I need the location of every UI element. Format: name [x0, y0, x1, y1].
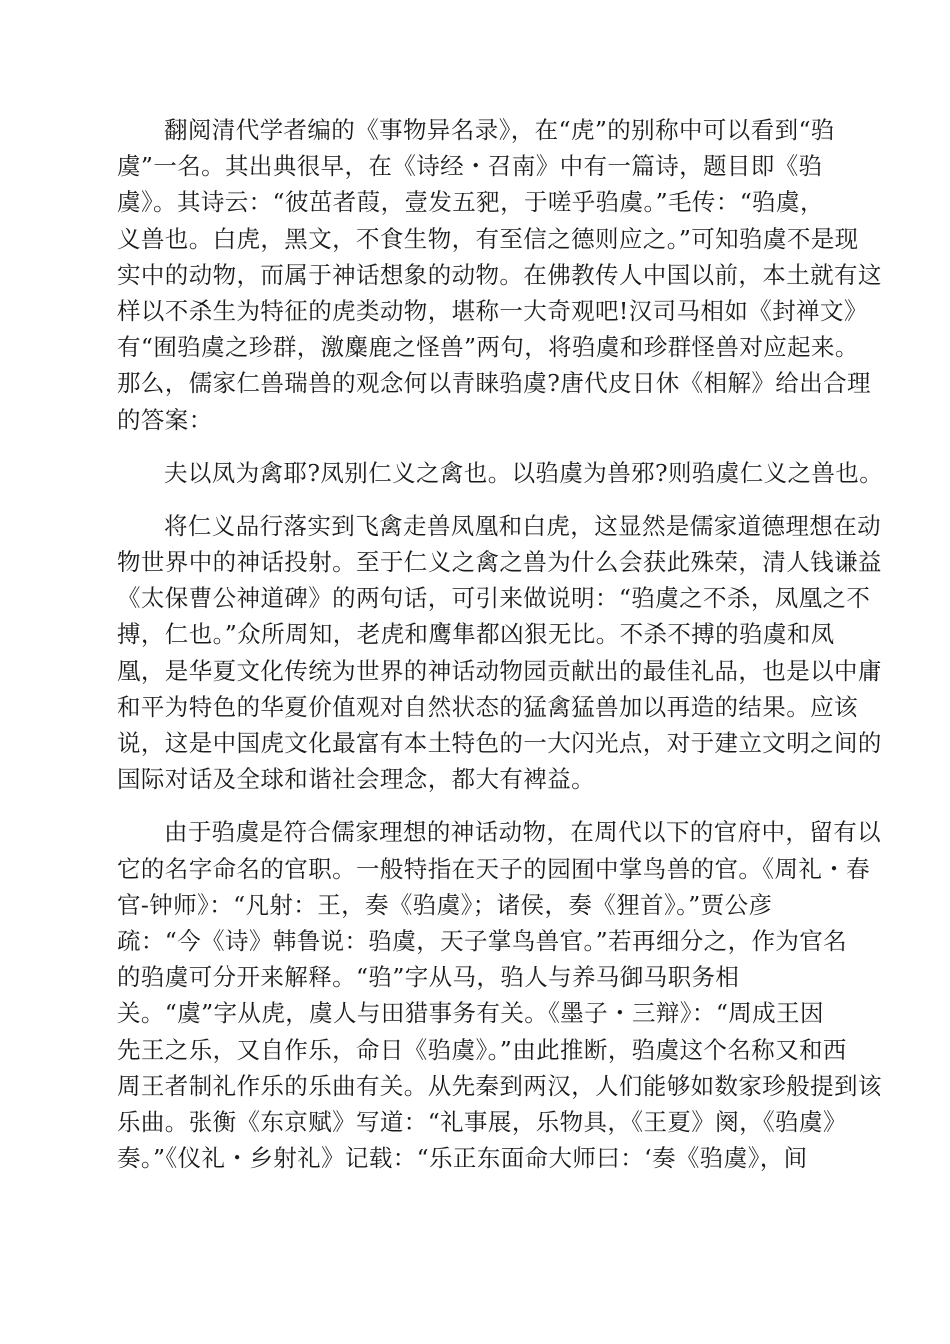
paragraph-1	[117, 112, 882, 438]
text-line: 奏。”《仪礼・乡射礼》记载：“乐正东面命大师曰：‘奏《驺虞》，间	[117, 1144, 808, 1173]
paragraph-4	[117, 814, 882, 1176]
text-line: 国际对话及全球和谐社会理念，都大有裨益。	[117, 765, 595, 794]
text-line: 由于驺虞是符合儒家理想的神话动物，在周代以下的官府中，留有以	[164, 818, 881, 847]
text-line: 它的名字命名的官职。一般特指在天子的园囿中掌鸟兽的官。《周礼・春	[117, 854, 871, 883]
text-line: 虞》。其诗云：“彼茁者葭，壹发五豝，于嗟乎驺虞。”毛传：“驺虞，	[117, 188, 824, 217]
text-line: 有“囿驺虞之珍群，激麋鹿之怪兽”两句，将驺虞和珍群怪兽对应起来。	[117, 333, 859, 362]
paragraph-gap	[117, 438, 833, 455]
paragraph-2-quote	[117, 455, 884, 491]
text-line: 和平为特色的华夏价值观对自然状态的猛禽猛兽加以再造的结果。应该	[117, 692, 858, 721]
document-page	[117, 112, 884, 1176]
text-line: 《太保曹公神道碑》的两句话，可引来做说明：“驺虞之不杀，凤凰之不	[117, 584, 871, 613]
text-line: 翻阅清代学者编的《事物异名录》，在“虎”的别称中可以看到“驺	[164, 116, 835, 144]
text-line: 先王之乐，又自作乐，命日《驺虞》。”由此推断，驺虞这个名称又和西	[117, 1035, 847, 1064]
paragraph-gap	[117, 797, 833, 814]
text-line: 虞”一名。其出典很早，在《诗经・召南》中有一篇诗，题目即《驺	[117, 152, 823, 181]
text-line: 周王者制礼作乐的乐曲有关。从先秦到两汉，人们能够如数家珍般提到该	[117, 1071, 882, 1100]
text-line: 物世界中的神话投射。至于仁义之禽之兽为什么会获此殊荣，清人钱谦益	[117, 548, 882, 577]
text-line: 乐曲。张衡《东京赋》写道：“礼事展，乐物具，《王夏》阕，《驺虞》	[117, 1107, 847, 1136]
text-line: 疏：“今《诗》韩鲁说：驺虞，天子掌鸟兽官。”若再细分之，作为官名	[117, 926, 848, 955]
text-line: 将仁义品行落实到飞禽走兽凤凰和白虎，这显然是儒家道德理想在动	[164, 511, 881, 540]
text-line: 义兽也。白虎，黑文，不食生物，有至信之德则应之。”可知驺虞不是现	[117, 224, 859, 253]
text-line: 夫以凤为禽耶?凤别仁义之禽也。以驺虞为兽邪?则驺虞仁义之兽也。	[164, 458, 884, 487]
text-line: 官-钟师》：“凡射：王，奏《驺虞》；诸侯，奏《狸首》。”贾公彦	[117, 890, 773, 919]
text-line: 凰，是华夏文化传统为世界的神话动物园贡献出的最佳礼品，也是以中庸	[117, 656, 882, 685]
text-line: 实中的动物，而属于神话想象的动物。在佛教传人中国以前，本土就有这	[117, 260, 882, 289]
paragraph-3	[117, 508, 882, 798]
text-line: 的答案：	[117, 405, 213, 434]
text-line: 样以不杀生为特征的虎类动物，堪称一大奇观吧!汉司马相如《封禅文》	[117, 296, 868, 325]
text-line: 搏，仁也。”众所周知，老虎和鹰隼都凶狠无比。不杀不搏的驺虞和凤	[117, 620, 835, 649]
text-line: 那么，儒家仁兽瑞兽的观念何以青睐驺虞?唐代皮日休《相解》给出合理	[117, 369, 871, 398]
text-line: 关。“虞”字从虎，虞人与田猎事务有关。《墨子・三辩》：“周成王因	[117, 999, 824, 1028]
text-line: 的驺虞可分开来解释。“驺”字从马，驺人与养马御马职务相	[117, 963, 740, 992]
paragraph-gap	[117, 491, 833, 508]
text-line: 说，这是中国虎文化最富有本土特色的一大闪光点，对于建立文明之间的	[117, 729, 882, 757]
